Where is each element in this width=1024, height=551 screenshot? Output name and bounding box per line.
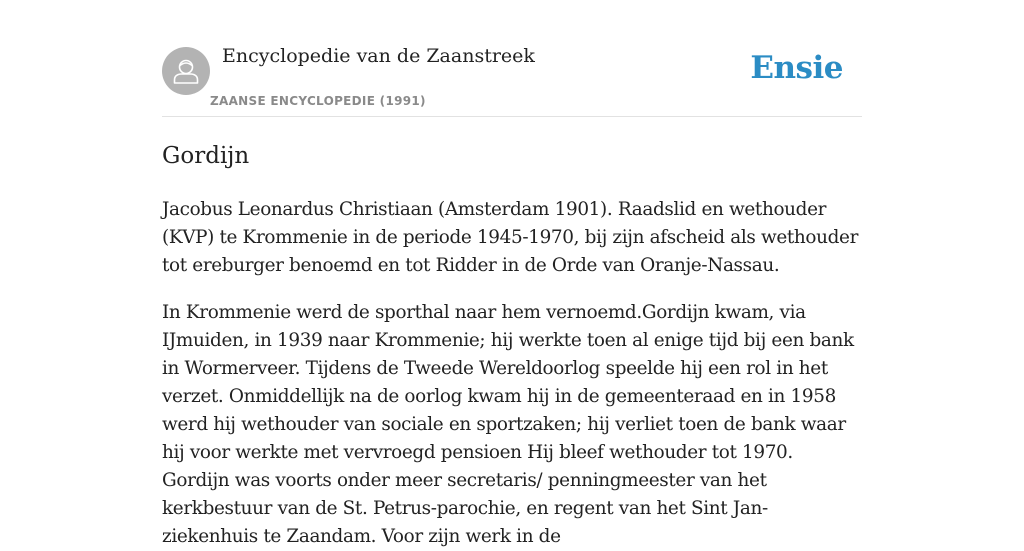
- article-paragraph: Jacobus Leonardus Christiaan (Amsterdam 1901). Raadslid en wethouder (KVP) te Krommenie in de periode 1945-1970, bij zijn afscheid als wethouder tot ereburger benoemd en tot Ridder in de Orde van Oranje-Nassau.: [162, 199, 859, 276]
- article-paragraph: In Krommenie werd de sporthal naar hem vernoemd.Gordijn kwam, via IJmuiden, in 1939 naar Krommenie; hij werkte toen al enige tijd bij een bank in Wormerveer. Tijdens de Tweede Wereldoorlog speelde hij een rol in het verzet. Onmiddellijk na de oorlog kwam hij in de gemeenteraad en in 1958 werd hij wethouder van sociale en sportzaken; hij verliet toen de bank waar hij voor werkte met vervroegd pensioen Hij bleef wethouder tot 1970. Gordijn was voorts onder meer secretaris/ penningmeester van het kerkbestuur van de St. Petrus-parochie, en regent van het Sint Jan-ziekenhuis te Zaandam. Voor zijn werk in de: [162, 302, 854, 547]
- source-subtitle: ZAANSE ENCYCLOPEDIE (1991): [210, 94, 426, 108]
- source-title[interactable]: Encyclopedie van de Zaanstreek: [222, 45, 535, 67]
- article-title: Gordijn: [162, 143, 250, 169]
- page: [162, 0, 862, 551]
- source-header: [162, 0, 862, 117]
- user-avatar-icon[interactable]: [162, 47, 210, 95]
- ensie-logo[interactable]: Ensie: [750, 50, 843, 86]
